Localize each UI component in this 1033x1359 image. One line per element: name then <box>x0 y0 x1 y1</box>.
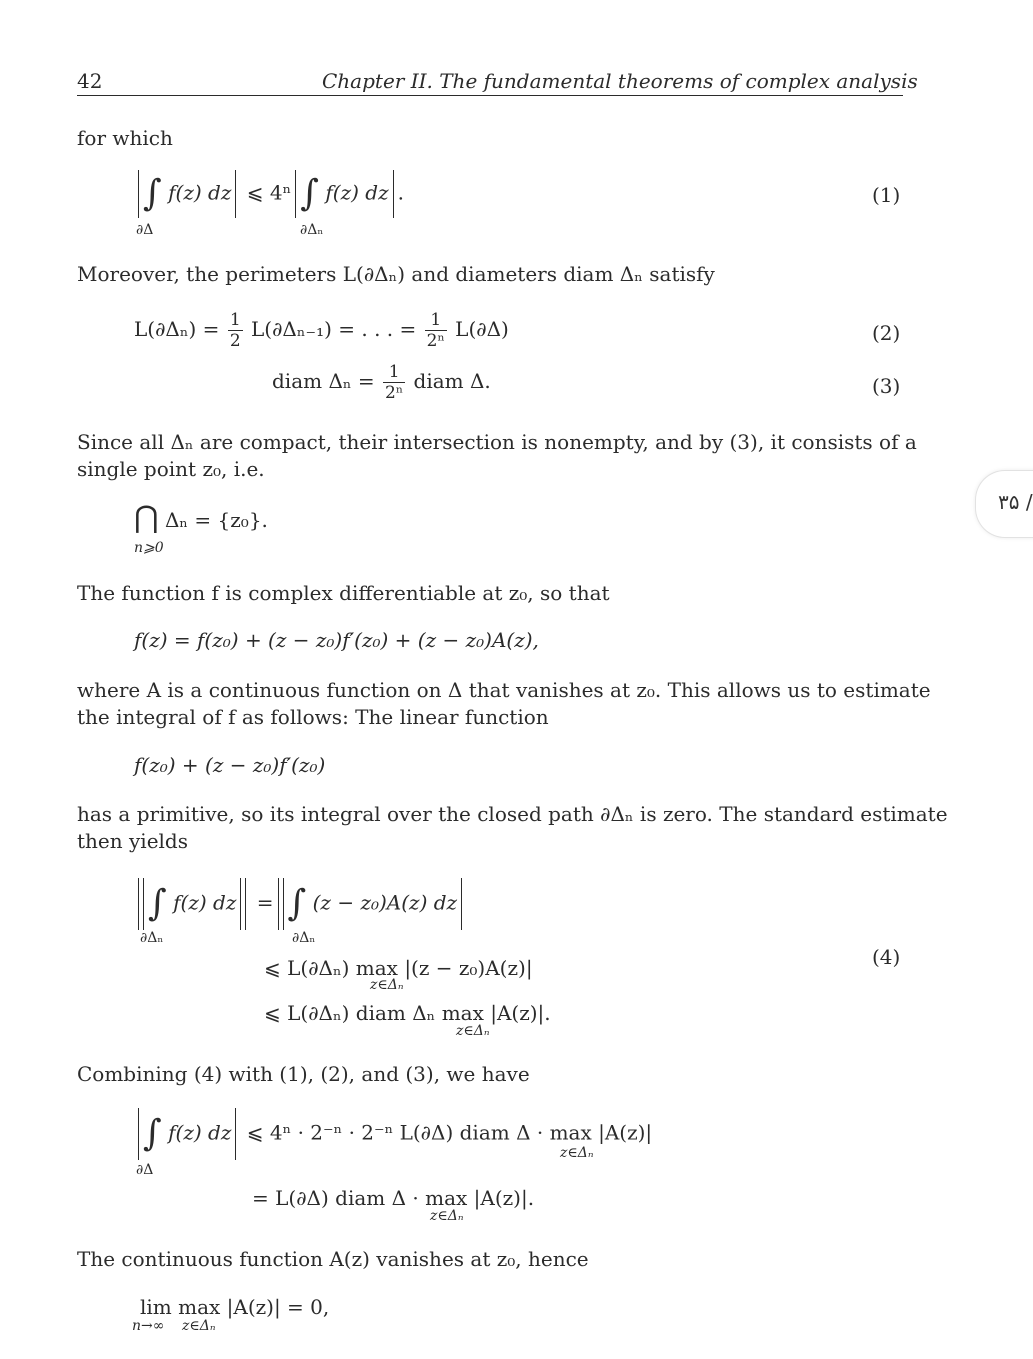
page-number: 42 <box>77 69 103 93</box>
intersection-symbol: ⋂ <box>134 500 159 535</box>
paragraph-for-which: for which <box>77 126 173 150</box>
paragraph-where-A-line2: the integral of f as follows: The linear function <box>77 705 549 729</box>
intersection-equation <box>134 500 268 535</box>
running-title: Chapter II. The fundamental theorems of complex analysis <box>322 69 918 93</box>
paragraph-differentiable: The function f is complex differentiable at z₀, so that <box>77 581 610 605</box>
paragraph-where-A-line1: where A is a continuous function on Δ that vanishes at z₀. This allows us to estimate <box>77 678 931 702</box>
eq1-right-integrand: f(z) dz <box>325 180 389 205</box>
eq4-sub-right: ∂Δₙ <box>292 930 316 946</box>
equation-number-1: (1) <box>872 183 901 207</box>
combined-line1: ∫ f(z) dz ⩽ 4ⁿ · 2⁻ⁿ · 2⁻ⁿ L(∂Δ) diam Δ · max |A(z)| <box>134 1108 652 1160</box>
eq2-lhs: L(∂Δₙ) = <box>134 317 220 341</box>
intersection-sub: n⩾0 <box>134 540 164 556</box>
eq1-left-integrand: f(z) dz <box>168 180 232 205</box>
paragraph-compact-line1: Since all Δₙ are compact, their intersection is nonempty, and by (3), it consists of a <box>77 430 917 454</box>
paragraph-compact-line2: single point z₀, i.e. <box>77 457 265 481</box>
eq4-sub-left: ∂Δₙ <box>140 930 164 946</box>
eq4-equals: = <box>256 890 274 915</box>
equation-3 <box>272 362 491 403</box>
page-indicator-tab[interactable] <box>975 470 1033 538</box>
paragraph-combining: Combining (4) with (1), (2), and (3), we have <box>77 1062 530 1086</box>
combined-bound: ⩽ 4ⁿ · 2⁻ⁿ · 2⁻ⁿ L(∂Δ) diam Δ · max |A(z)| <box>246 1120 653 1145</box>
linear-function: f(z₀) + (z − z₀)f′(z₀) <box>134 753 326 777</box>
equation-number-4: (4) <box>872 945 901 969</box>
eq3-rhs: diam Δ. <box>413 369 491 393</box>
equation-4-line3: ⩽ L(∂Δₙ) diam Δₙ max |A(z)|. <box>264 1001 551 1025</box>
eq4-line3-sub: z∈Δₙ <box>456 1023 490 1039</box>
eq2-middle: L(∂Δₙ₋₁) = . . . = <box>251 317 417 341</box>
eq4-left-integrand: f(z) dz <box>173 890 237 915</box>
eq1-sub-right: ∂Δₙ <box>300 222 324 238</box>
equation-4-line2: ⩽ L(∂Δₙ) max |(z − z₀)A(z)| <box>264 956 533 980</box>
equation-number-2: (2) <box>872 321 901 345</box>
eq2-fraction-power: $\frac{1}{\text{2ⁿ}}$ <box>426 310 445 351</box>
limit-sub-n: n→∞ <box>132 1318 165 1334</box>
equation-2 <box>134 310 509 351</box>
equation-number-3: (3) <box>872 374 901 398</box>
limit-sub-z: z∈Δₙ <box>182 1318 216 1334</box>
combined-line1-sub: z∈Δₙ <box>560 1145 594 1161</box>
combined-sub-int: ∂Δ <box>136 1162 154 1178</box>
eq2-rhs: L(∂Δ) <box>455 317 509 341</box>
combined-integrand: f(z) dz <box>168 1120 232 1145</box>
page-indicator-label: ۳۵ / <box>998 490 1033 514</box>
eq4-line2-sub: z∈Δₙ <box>370 977 404 993</box>
equation-4-line1: ∫ f(z) dz = ∫ (z − z₀)A(z) dz <box>134 878 466 930</box>
eq1-sub-left: ∂Δ <box>136 222 154 238</box>
combined-line2: = L(∂Δ) diam Δ · max |A(z)|. <box>252 1186 535 1210</box>
paragraph-perimeters: Moreover, the perimeters L(∂Δₙ) and diameters diam Δₙ satisfy <box>77 262 715 286</box>
limit-equation: lim max |A(z)| = 0, <box>140 1295 330 1319</box>
eq3-fraction: $\frac{1}{\text{2ⁿ}}$ <box>385 362 404 403</box>
eq1-bound: ⩽ 4ⁿ <box>246 180 292 205</box>
equation-1: ∫ f(z) dz ⩽ 4ⁿ ∫ f(z) dz . <box>134 170 404 218</box>
eq2-fraction-half: $\frac{1}{2}$ <box>229 310 241 351</box>
eq4-right-integrand: (z − z₀)A(z) dz <box>312 890 458 915</box>
eq1-period: . <box>397 180 404 205</box>
paragraph-primitive-line1: has a primitive, so its integral over the closed path ∂Δₙ is zero. The standard estimate <box>77 802 948 826</box>
taylor-equation: f(z) = f(z₀) + (z − z₀)f′(z₀) + (z − z₀)A(z), <box>134 628 539 652</box>
paragraph-primitive-line2: then yields <box>77 829 188 853</box>
eq3-lhs: diam Δₙ = <box>272 369 375 393</box>
intersection-body: Δₙ = {z₀}. <box>164 508 268 532</box>
header-rule <box>77 95 903 96</box>
combined-line2-sub: z∈Δₙ <box>430 1208 464 1224</box>
paragraph-continuous: The continuous function A(z) vanishes at z₀, hence <box>77 1247 589 1271</box>
